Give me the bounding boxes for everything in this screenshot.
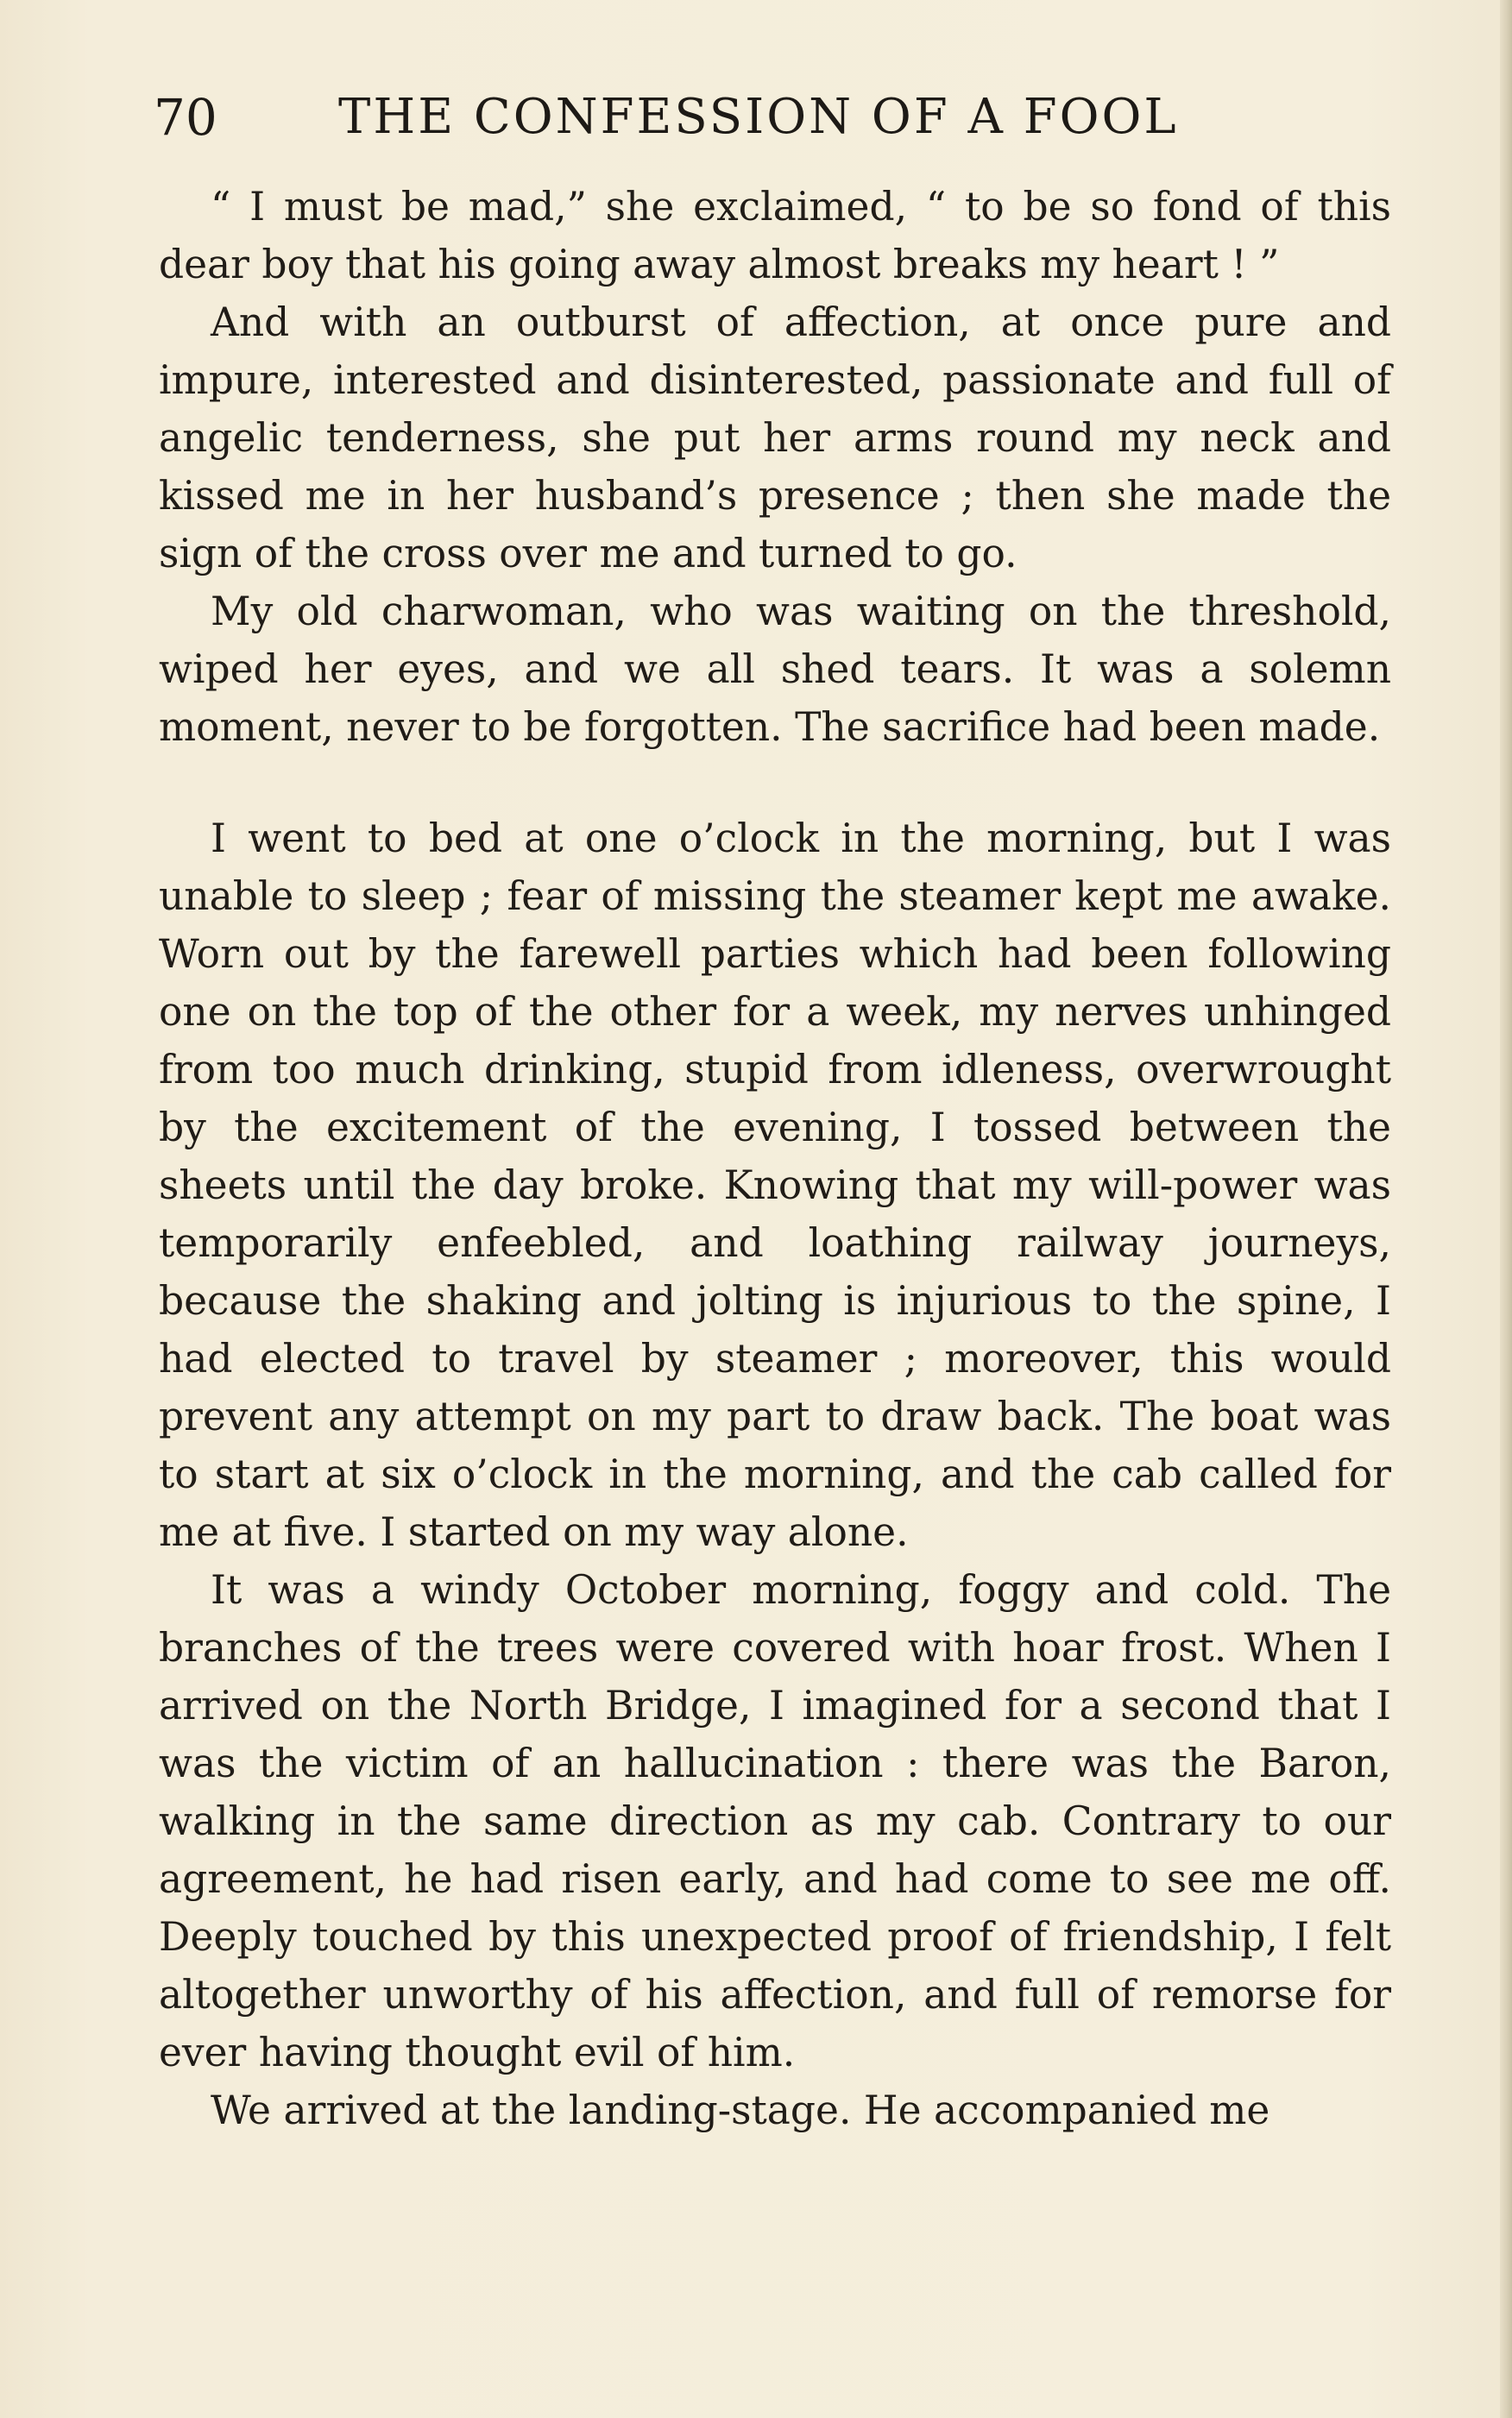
page-edge [1500, 0, 1512, 2418]
body-text [159, 178, 1391, 2139]
page-header [154, 83, 1396, 152]
paragraph: My old charwoman, who was waiting on the threshold, wiped her eyes, and we all shed tears. It was a solemn moment, never to be forgotten. The sacrifice had been made. [159, 589, 1391, 750]
paragraph: We arrived at the landing-stage. He accompanied me [211, 2087, 1270, 2133]
paragraph: And with an outburst of affection, at once pure and impure, interested and disinterested, passionate and full of angelic tenderness, she put her arms round my neck and kissed me in her husband’s presence ; then she made the sign of the cross over me and turned to go. [159, 299, 1391, 576]
paragraph: I went to bed at one o’clock in the morning, but I was unable to sleep ; fear of missing the steamer kept me awake. Worn out by the farewell parties which had been following one on the top of the other for a week, my nerves unhinged from too much drinking, stupid from idleness, overwrought by the excitement of the evening, I tossed between the sheets until the day broke. Knowing that my will-power was temporarily enfeebled, and loathing railway journeys, because the shaking and jolting is injurious to the spine, I had elected to travel by steamer ; moreover, this would prevent any attempt on my part to draw back. The boat was to start at six o’clock in the morning, and the cab called for me at five. I started on my way alone. [159, 815, 1391, 1555]
running-head: THE CONFESSION OF A FOOL [338, 89, 1179, 145]
page-number: 70 [154, 88, 217, 147]
paragraph: “ I must be mad,” she exclaimed, “ to be so fond of this dear boy that his going away almost breaks my heart ! ” [159, 184, 1391, 287]
paragraph: It was a windy October morning, foggy and cold. The branches of the trees were covered with hoar frost. When I arrived on the North Bridge, I imagined for a second that I was the victim of an hallucination : there was the Baron, walking in the same direction as my cab. Contrary to our agreement, he had risen early, and had come to see me off. Deeply touched by this unexpected proof of friendship, I felt altogether unworthy of his affection, and full of remorse for ever having thought evil of him. [159, 1567, 1391, 2075]
